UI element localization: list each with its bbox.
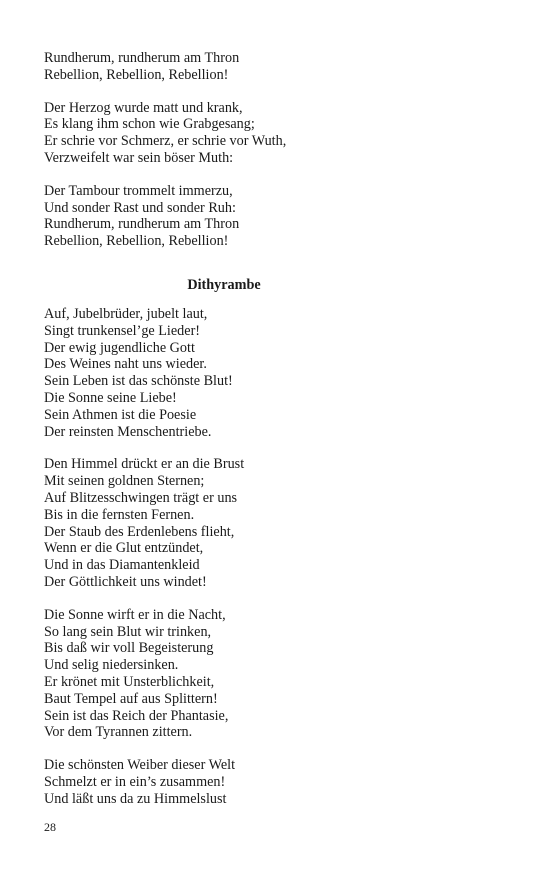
verse-line: Sein ist das Reich der Phantasie,: [44, 707, 229, 724]
verse-line: Singt trunkensel’ge Lieder!: [44, 322, 201, 339]
verse-line: Den Himmel drückt er an die Brust: [44, 456, 245, 473]
poem-title: Dithyrambe: [187, 276, 261, 293]
verse-line: Er krönet mit Unsterblichkeit,: [44, 673, 215, 690]
verse-line: Die Sonne seine Liebe!: [44, 389, 177, 406]
verse-line: Der Herzog wurde matt und krank,: [44, 99, 243, 116]
verse-line: Der Tambour trommelt immerzu,: [44, 182, 233, 199]
verse-line: Der Staub des Erdenlebens flieht,: [44, 523, 235, 540]
verse-line: Auf Blitzesschwingen trägt er uns: [44, 489, 238, 506]
verse-line: Und läßt uns da zu Himmelslust: [44, 790, 227, 807]
verse-line: Rebellion, Rebellion, Rebellion!: [44, 233, 229, 250]
verse-line: Bis in die fernsten Fernen.: [44, 506, 195, 523]
verse-line: So lang sein Blut wir trinken,: [44, 623, 212, 640]
verse-line: Und selig niedersinken.: [44, 657, 179, 674]
verse-line: Bis daß wir voll Begeisterung: [44, 640, 214, 657]
verse-line: Verzweifelt war sein böser Muth:: [44, 149, 234, 166]
verse-line: Es klang ihm schon wie Grabgesang;: [44, 116, 255, 133]
stanza: [44, 183, 514, 250]
verse-line: Schmelzt er in ein’s zusammen!: [44, 773, 226, 790]
verse-line: Wenn er die Glut entzündet,: [44, 540, 204, 557]
verse-line: Und sonder Rast und sonder Ruh:: [44, 199, 236, 216]
verse-line: Der ewig jugendliche Gott: [44, 339, 195, 356]
verse-line: Die schönsten Weiber dieser Welt: [44, 757, 236, 774]
stanza: [44, 607, 514, 741]
page-number: 28: [44, 820, 56, 834]
stanza: [44, 100, 514, 167]
poem-dithyrambe-section: [44, 306, 514, 808]
stanza: [44, 306, 514, 440]
verse-line: Auf, Jubelbrüder, jubelt laut,: [44, 305, 208, 322]
verse-line: Und in das Diamantenkleid: [44, 557, 200, 574]
stanza: [44, 456, 514, 590]
poem-ending-section: [44, 50, 514, 250]
verse-line: Der reinsten Menschentriebe.: [44, 423, 212, 440]
verse-line: Baut Tempel auf aus Splittern!: [44, 690, 218, 707]
stanza: [44, 757, 514, 807]
verse-line: Mit seinen goldnen Sternen;: [44, 473, 205, 490]
verse-line: Sein Leben ist das schönste Blut!: [44, 373, 233, 390]
verse-line: Der Göttlichkeit uns windet!: [44, 573, 207, 590]
page-content: [44, 50, 514, 823]
verse-line: Vor dem Tyrannen zittern.: [44, 724, 193, 741]
verse-line: Sein Athmen ist die Poesie: [44, 406, 197, 423]
verse-line: Er schrie vor Schmerz, er schrie vor Wuth,: [44, 133, 287, 150]
verse-line: Rebellion, Rebellion, Rebellion!: [44, 66, 229, 83]
stanza: [44, 50, 514, 84]
verse-line: Des Weines naht uns wieder.: [44, 356, 207, 373]
verse-line: Die Sonne wirft er in die Nacht,: [44, 606, 226, 623]
verse-line: Rundherum, rundherum am Thron: [44, 216, 240, 233]
verse-line: Rundherum, rundherum am Thron: [44, 50, 240, 66]
